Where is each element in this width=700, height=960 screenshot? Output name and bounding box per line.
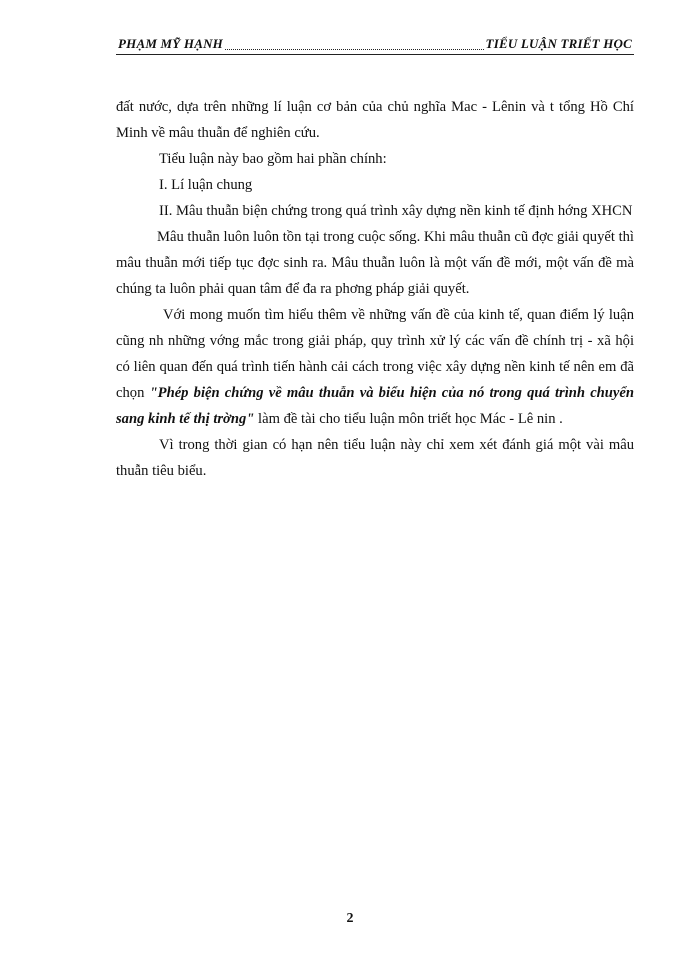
page-number: 2 — [346, 911, 354, 926]
paragraph-intro-continuation: đất nước, dựa trên những lí luận cơ bản của chủ nghĩa Mac - Lênin và t tổng Hồ Chí Minh về mâu thuẫn để nghiên cứu. — [116, 99, 634, 141]
motivation-text-end: làm đề tài cho tiểu luận môn triết học Mác - Lê nin . — [254, 411, 563, 427]
paragraph-structure: Tiểu luận này bao gồm hai phần chính: — [159, 151, 387, 167]
paragraph-motivation — [116, 302, 634, 432]
page-header — [116, 36, 634, 56]
header-subject: TIỂU LUẬN TRIẾT HỌC — [485, 36, 632, 51]
list-item-part-2: II. Mâu thuẫn biện chứng trong quá trình xây dựng nền kinh tế định hớng XHCN — [159, 203, 633, 219]
paragraph-scope: Vì trong thời gian có hạn nên tiểu luận này chỉ xem xét đánh giá một vài mâu thuẫn tiêu biểu. — [116, 437, 634, 479]
header-author: PHẠM MỸ HẠNH — [118, 36, 223, 51]
paragraph-contradiction: Mâu thuẫn luôn luôn tồn tại trong cuộc sống. Khi mâu thuẫn cũ đợc giải quyết thì mâu thuẫn mới tiếp tục đợc sinh ra. Mâu thuẫn luôn là một vấn đề mới, một vấn đề mà chúng ta luôn phải quan tâm để đa ra phơng pháp giải quyết. — [116, 229, 634, 297]
thesis-title: "Phép biện chứng về mâu thuẫn và biểu hiện của nó trong quá trình chuyển sang kinh tế thị trờng" — [116, 385, 634, 427]
header-rule — [116, 54, 634, 55]
motivation-text-start: Với mong muốn tìm hiểu thêm về những vấn đề của kinh tế, quan điểm lý luận cũng nh những vớng mắc trong giải pháp, quy trình xử lý các vấn đề chính trị - xã hội có liên quan đến quá trình tiến hành cải cách trong việc xây dựng nền kinh tế nên em đã chọn — [116, 307, 634, 401]
list-item-part-1: I. Lí luận chung — [159, 177, 253, 193]
document-body — [116, 94, 634, 484]
